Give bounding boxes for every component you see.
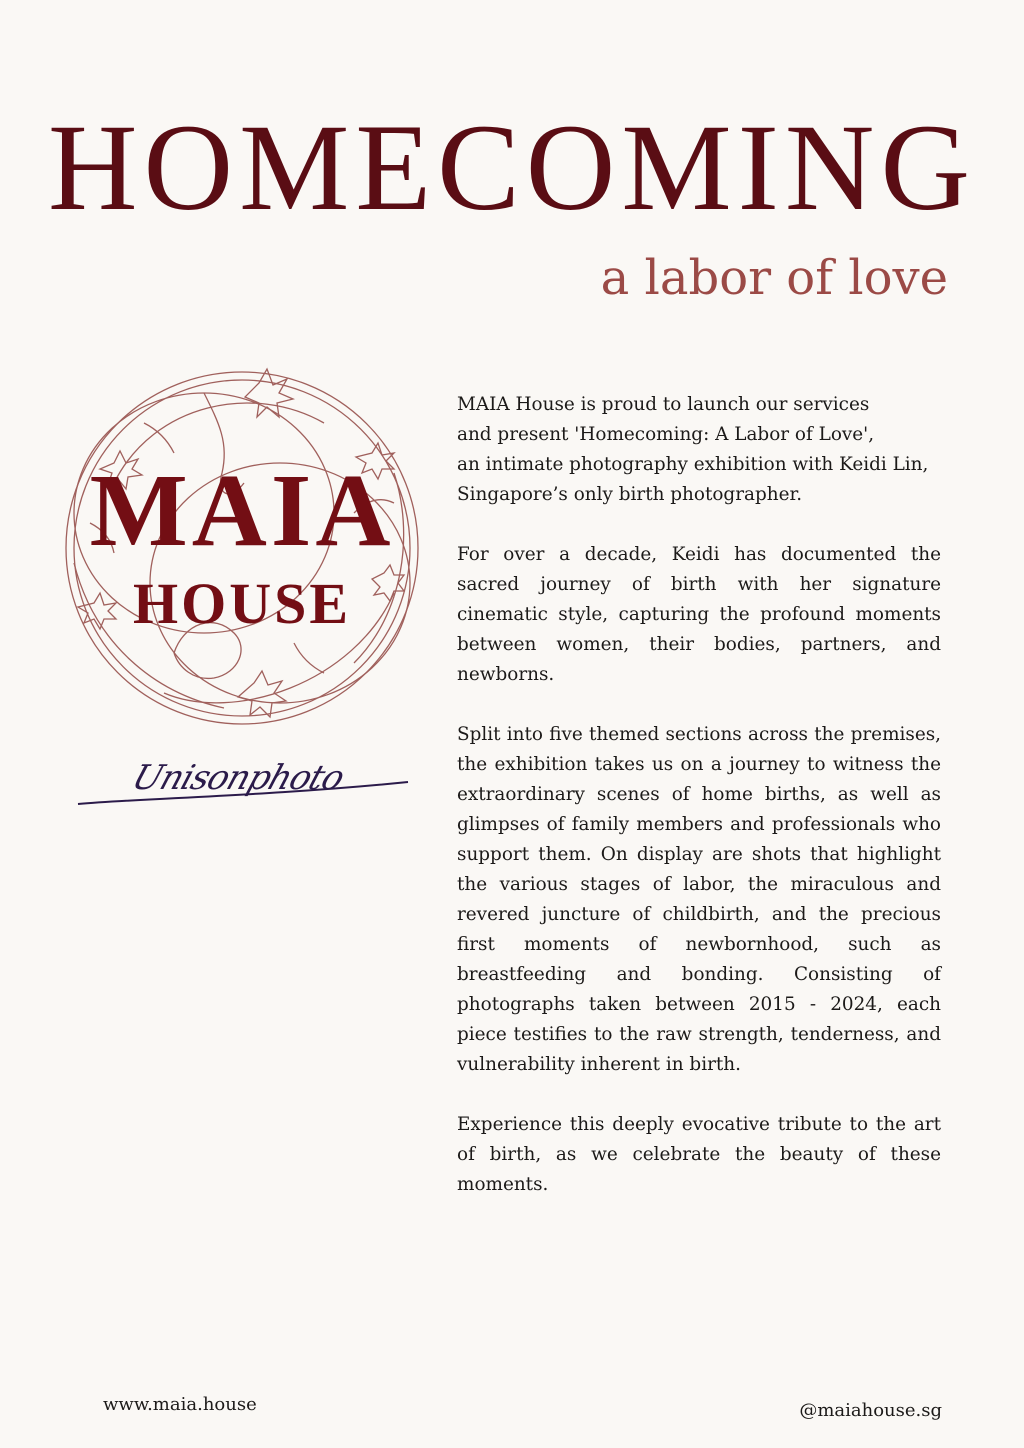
exhibition-description: [457, 390, 941, 1230]
intro-line-3: an intimate photography exhibition with Keidi Lin, Singapore’s only birth photographer.: [457, 454, 929, 505]
website-link[interactable]: www.maia.house: [103, 1394, 257, 1415]
intro-paragraph: [457, 390, 941, 510]
logo-wordmark-main: MAIA: [89, 453, 395, 568]
signature-logo: [68, 754, 412, 814]
intro-line-2: and present 'Homecoming: A Labor of Love',: [457, 424, 875, 445]
paragraph-4: Experience this deeply evocative tribute to the art of birth, as we celebrate the beauty of these moments.: [457, 1114, 941, 1195]
page-title: HOMECOMING: [48, 99, 976, 236]
maia-house-logo: [54, 363, 430, 733]
page-subtitle: a labor of love: [600, 250, 948, 306]
logo-wordmark-sub: HOUSE: [132, 571, 352, 636]
paragraph-2: For over a decade, Keidi has documented the sacred journey of birth with her signature cinematic style, capturing the profound moments between women, their bodies, partners, and newborns.: [457, 544, 941, 685]
social-handle[interactable]: @maiahouse.sg: [799, 1400, 942, 1421]
intro-line-1: MAIA House is proud to launch our services: [457, 394, 870, 415]
paragraph-3: Split into five themed sections across the premises, the exhibition takes us on a journey to witness the extraordinary scenes of home births, as well as glimpses of family members and professionals who support them. On display are shots that highlight the various stages of labor, the miraculous and revered juncture of childbirth, and the precious first moments of newbornhood, such as breastfeeding and bonding. Consisting of photographs taken between 2015 - 2024, each piece testifies to the raw strength, tenderness, and vulnerability inherent in birth.: [457, 724, 941, 1075]
signature-text: Unisonphoto: [127, 758, 349, 798]
